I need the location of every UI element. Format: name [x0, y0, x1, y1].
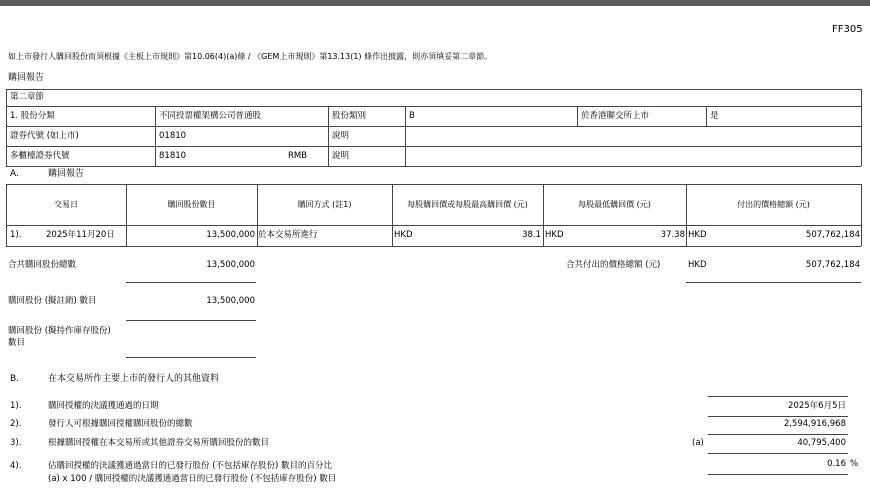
row-trade-date: 2025年11月20日	[46, 230, 115, 240]
header-shares: 購回股份數目	[167, 200, 216, 209]
item-4-value: 0.16	[827, 459, 846, 469]
top-bar	[0, 0, 870, 6]
item-3-value: 40,795,400	[797, 438, 846, 448]
item-4-unit: %	[850, 459, 859, 469]
share-type-label: 股份類別	[332, 111, 367, 121]
item-4-index: 4).	[10, 461, 22, 471]
multi-counter-code-value: 81810	[159, 151, 187, 161]
share-type-value: B	[409, 111, 415, 121]
row-index: 1).	[10, 230, 22, 240]
description-label-2: 說明	[332, 151, 350, 161]
row-high-currency: HKD	[394, 230, 413, 240]
total-paid-label: 合共付出的價格總額 (元)	[566, 260, 661, 270]
cancel-shares-label: 購回股份 (擬註銷) 數目	[8, 296, 97, 306]
form-code: FF305	[832, 24, 863, 35]
header-low-price: 每股最低購回價 (元)	[578, 200, 651, 209]
item-1-value: 2025年6月5日	[788, 401, 846, 411]
total-shares-label: 合共購回股份總數	[8, 260, 77, 270]
row-low-currency: HKD	[545, 230, 564, 240]
share-class-value: 不同投票權架構公司普通股	[159, 111, 262, 121]
row-high-price: 38.1	[522, 230, 541, 240]
header-trade-date: 交易日	[54, 200, 78, 209]
chapter-two-label: 第二章節	[10, 92, 45, 102]
multi-counter-code-label: 多櫃檯證券代號	[10, 151, 70, 161]
row-method: 於本交易所進行	[258, 230, 318, 240]
total-shares-value: 13,500,000	[206, 260, 255, 270]
item-4-formula: (a) x 100 / 購回授權的決議獲通過當日的已發行股份 (不包括庫存股份) 數目	[48, 474, 337, 484]
item-3-tag: (a)	[692, 438, 704, 448]
item-1-label: 購回授權的決議獲通過的日期	[48, 401, 159, 411]
header-high-price: 每股購回價或每股最高購回價 (元)	[407, 200, 528, 209]
total-paid-currency: HKD	[688, 260, 707, 270]
multi-counter-currency: RMB	[288, 151, 308, 161]
listed-value: 是	[710, 111, 719, 121]
header-method: 購回方式 (註1)	[297, 200, 352, 209]
row-total-currency: HKD	[688, 230, 707, 240]
item-3-label: 根據購回授權在本交易所或其他證券交易所購回股份的數目	[48, 438, 270, 448]
header-total-paid: 付出的價格總額 (元)	[737, 200, 810, 209]
description-label: 說明	[332, 131, 350, 141]
section-b-title: 在本交易所作主要上市的發行人的其他資料	[48, 374, 220, 384]
item-4-label: 佔購回授權的決議獲通過當日的已發行股份 (不包括庫存股份) 數目的百分比	[48, 461, 333, 471]
treasury-shares-label: 購回股份 (擬持作庫存股份)	[8, 326, 111, 336]
share-class-label: 1. 股份分類	[10, 111, 55, 121]
item-1-index: 1).	[10, 401, 22, 411]
item-2-label: 發行人可根據購回授權購回股份的總數	[48, 419, 193, 429]
item-2-index: 2).	[10, 419, 22, 429]
listed-label: 於香港聯交所上市	[581, 111, 650, 121]
section-a-letter: A.	[10, 169, 19, 179]
stock-code-value: 01810	[159, 131, 187, 141]
total-paid-value: 507,762,184	[805, 260, 860, 270]
intro-text: 如上市發行人購回股份而須根據《主板上市規則》第10.06(4)(a)條 / 《GEM上市規則》第13.13(1) 條作出披露，則亦須填妥第二章節。	[8, 52, 493, 61]
treasury-shares-label-2: 數目	[8, 338, 26, 348]
row-low-price: 37.38	[660, 230, 685, 240]
item-3-index: 3).	[10, 438, 22, 448]
cancel-shares-value: 13,500,000	[206, 296, 255, 306]
report-title: 購回報告	[8, 73, 45, 83]
row-total-paid: 507,762,184	[805, 230, 860, 240]
row-shares: 13,500,000	[206, 230, 255, 240]
item-2-value: 2,594,916,968	[783, 419, 846, 429]
stock-code-label: 證券代號 (如上市)	[10, 131, 79, 141]
section-a-title: 購回報告	[48, 169, 85, 179]
section-b-letter: B.	[10, 374, 20, 384]
